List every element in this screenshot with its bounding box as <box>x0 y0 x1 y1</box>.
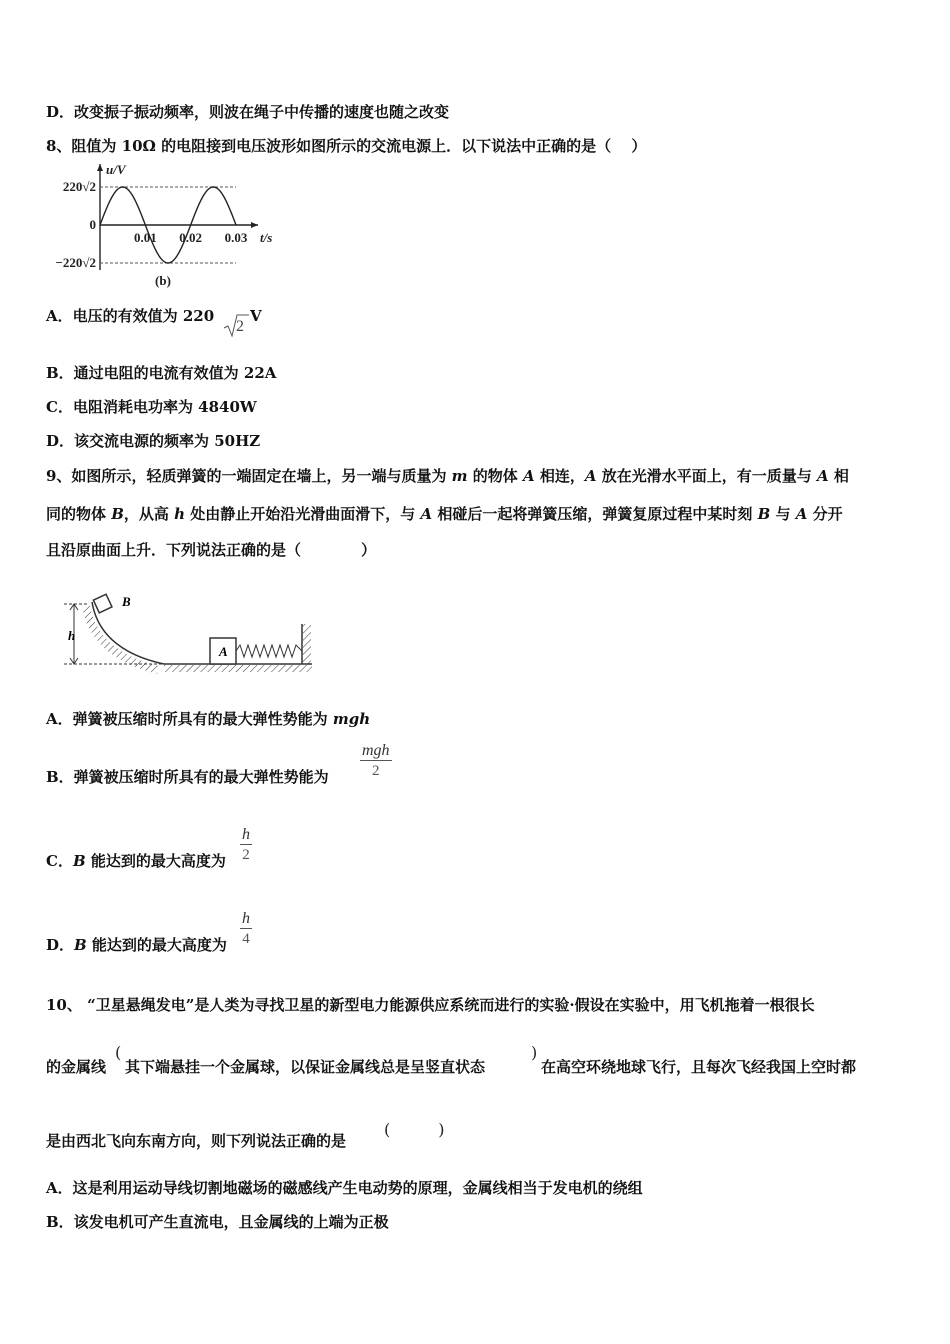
q10-paren-close: ) <box>531 1043 538 1062</box>
fraction-mgh-over-2: mgh 2 <box>362 742 390 779</box>
y-axis-label: u/V <box>106 162 126 177</box>
x-axis-arrow-icon <box>251 222 258 228</box>
q9-option-d: D．B 能达到的最大高度为 <box>46 936 227 954</box>
label-h: h <box>68 628 76 643</box>
y-tick-zero: 0 <box>89 217 96 232</box>
x-axis-label: t/s <box>260 230 273 245</box>
q8-option-a <box>46 306 214 326</box>
q10-stem-line1: 10、 “卫星悬绳发电”是人类为寻找卫星的新型电力能源供应系统而进行的实验·假设在实验中，用飞机拖着一根很长 <box>46 996 815 1014</box>
q8-option-a-unit: V <box>250 307 262 325</box>
q10-paren-open: ( <box>115 1043 122 1062</box>
x-tick-label: 0.02 <box>179 230 203 245</box>
x-tick-label: 0.03 <box>224 230 248 245</box>
q10-option-b: B．该发电机可产生直流电，且金属线的上端为正极 <box>46 1213 389 1231</box>
q10-answer-paren: ( ) <box>384 1120 445 1139</box>
q8-stem: 8、阻值为 10Ω 的电阻接到电压波形如图所示的交流电源上．以下说法中正确的是（ ） <box>46 137 647 155</box>
q8-option-b: B．通过电阻的电流有效值为 22A <box>46 364 277 382</box>
q10-stem-line2c: 在高空环绕地球飞行，且每次飞经我国上空时都 <box>541 1058 857 1076</box>
q10-option-a: A．这是利用运动导线切割地磁场的磁感线产生电动势的原理，金属线相当于发电机的绕组 <box>46 1179 643 1197</box>
q9-option-a: A．弹簧被压缩时所具有的最大弹性势能为 mgh <box>46 710 371 728</box>
q10-stem-line2a: 的金属线 <box>46 1058 107 1076</box>
q7-option-d: D．改变振子振动频率，则波在绳子中传播的速度也随之改变 <box>46 103 450 121</box>
fraction-h-over-2: $\frac{h}{2}$ <box>242 826 250 863</box>
q9-stem-line1: 9、如图所示，轻质弹簧的一端固定在墙上，另一端与质量为 m 的物体 A 相连，A 放在光滑水平面上，有一质量与 A 相 <box>46 467 849 485</box>
q8-option-a-sqrt-value: 2 <box>236 318 244 335</box>
q8-option-c: C．电阻消耗电功率为 4840W <box>46 398 257 416</box>
q10-stem-line2b: 其下端悬挂一个金属球，以保证金属线总是呈竖直状态 <box>125 1058 486 1076</box>
q8-option-d: D．该交流电源的频率为 50HZ <box>46 432 261 450</box>
q10-stem-line3: 是由西北飞向东南方向，则下列说法正确的是 <box>46 1132 347 1150</box>
q9-stem-line3: 且沿原曲面上升．下列说法正确的是（ ） <box>46 541 377 559</box>
q8-option-a-text: A．电压的有效值为 220 <box>46 307 215 325</box>
y-tick-bottom: −220√2 <box>55 255 96 270</box>
fraction-h-over-4: $\frac{h}{4}$ <box>242 910 250 947</box>
q9-slope-spring-figure <box>58 588 318 680</box>
x-tick-label: 0.01 <box>133 230 157 245</box>
graph-caption: (b) <box>155 273 171 288</box>
y-axis-arrow-icon <box>97 164 103 171</box>
label-A: A <box>219 644 228 659</box>
q9-option-c: C．B 能达到的最大高度为 <box>46 852 226 870</box>
q9-option-b: B．弹簧被压缩时所具有的最大弹性势能为 <box>46 768 329 786</box>
q9-stem-line2: 同的物体 B，从高 h 处由静止开始沿光滑曲面滑下，与 A 相碰后一起将弹簧压缩，弹簧复原过程中某时刻 B 与 A 分开 <box>46 505 843 523</box>
y-tick-top: 220√2 <box>62 179 96 194</box>
q8-voltage-graph <box>50 160 290 295</box>
label-B: B <box>122 594 131 609</box>
